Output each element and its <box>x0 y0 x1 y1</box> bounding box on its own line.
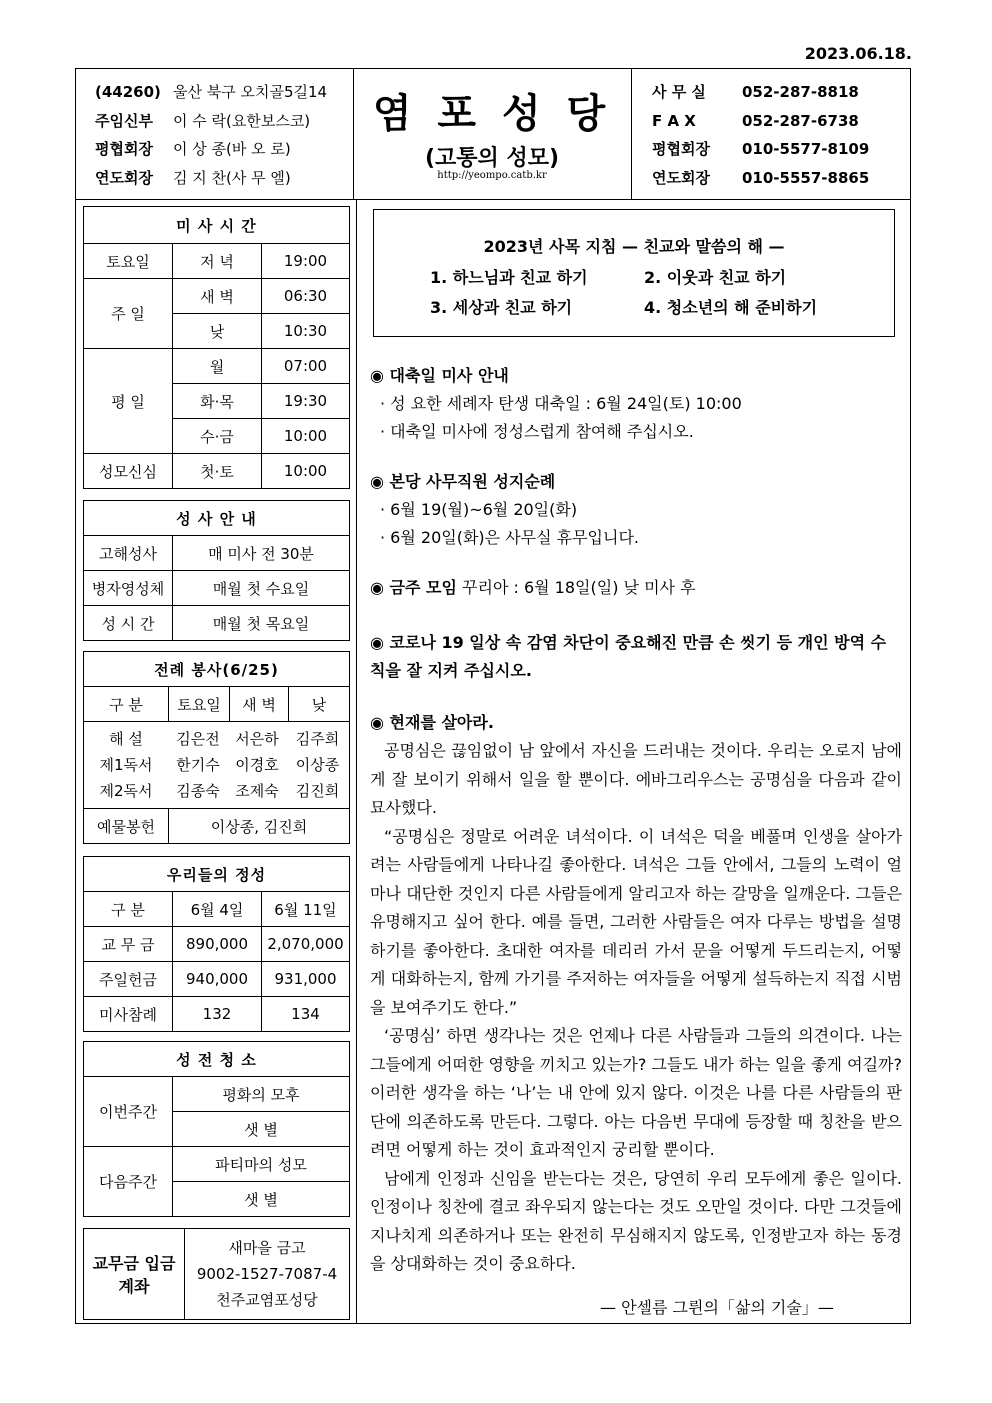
essay-paragraph: ‘공명심’ 하면 생각나는 것은 언제나 다른 사람들과 그들의 의견이다. 나는 그들에게 어떠한 영향을 끼치고 있는가? 그들도 내가 하는 일을 좋게 여길까? 이러한 생각을 하는 ‘나’는 내 안에 있지 않다. 이것은 나를 다른 사람들의 판단에 의존하도록 만든다. 그렇다. 아는 다음번 무대에 등장할 때 칭찬을 받으려면 어떻게 하는 것이 효과적인지 궁리할 뿐이다. <box>370 1026 902 1159</box>
essay-paragraph: 남에게 인정과 신임을 받는다는 것은, 당연히 우리 모두에게 좋은 일이다. 인정이나 칭찬에 결코 좌우되지 않는다는 것도 오만일 것이다. 다만 그것들에 지나치게 의존하거나 또는 완전히 무심해지지 않도록, 인정받고자 하는 동경을 상대화하는 것이 중요하다. <box>370 1168 902 1273</box>
account-label: 교무금 입금계좌 <box>84 1229 185 1320</box>
table-row: 성모신심 첫·토 10:00 <box>84 454 350 489</box>
essay-paragraph: “공명심은 정말로 어려운 녀석이다. 이 녀석은 덕을 베풀며 인생을 살아가려는 사람들에게 나타나길 좋아한다. 녀석은 그들 안에서, 그들의 노력이 얼마나 대단한 것인지 다른 사람들에게 알리고자 하는 갈망을 일깨운다. 그들은 유명해지고 싶어 한다. 예를 들면, 그러한 사람들은 여자 다루는 방법을 설명하기를 좋아한다. 초대한 여자를 데리러 가서 문을 어떻게 두드리는지, 어떻게 대화하는지, 함께 가기를 주저하는 여자들을 어떻게 설득하는지 직접 시범을 보여주기도 한다.” <box>370 826 902 1017</box>
table-row: 평 일 월 07:00 <box>84 349 350 384</box>
essay-body <box>370 737 902 1279</box>
bank-name: 새마을 금고 <box>228 1239 306 1257</box>
table-row: 성 시 간 매월 첫 목요일 <box>84 606 350 641</box>
council-phone: 평협회장 010-5577-8109 <box>652 140 870 158</box>
cleaning-title: 성 전 청 소 <box>84 1042 350 1077</box>
fax-number: F A X 052-287-6738 <box>652 111 859 130</box>
meeting-heading: ◉ 금주 모임 <box>370 578 457 597</box>
liturgy-service-table <box>83 651 350 844</box>
header-contacts-right <box>652 78 869 192</box>
pilgrimage-section <box>370 468 639 552</box>
header-contacts-left <box>95 78 327 192</box>
meeting-text: 꾸리아 : 6월 18일(일) 낮 미사 후 <box>462 578 696 597</box>
church-url[interactable]: http://yeompo.catb.kr <box>437 170 547 181</box>
corona-notice: ◉ 코로나 19 일상 속 감염 차단이 중요해진 만큼 손 씻기 등 개인 방역 수칙을 잘 지켜 주십시오. <box>370 633 887 680</box>
table-row: 미사참례 132 134 <box>84 997 350 1032</box>
table-row: 구 분 6월 4일 6월 11일 <box>84 892 350 927</box>
table-row: 수·금 10:00 <box>84 419 350 454</box>
church-patron: (고통의 성모) <box>424 146 560 171</box>
address-line: (44260) 울산 북구 오치골5길14 <box>95 83 328 101</box>
essay-heading: ◉ 현재를 살아라. <box>370 713 494 732</box>
table-row: 구 분 토요일 새 벽 낮 <box>84 687 350 722</box>
church-name: 염 포 성 당 <box>372 91 612 137</box>
office-phone: 사 무 실 052-287-8818 <box>652 83 859 101</box>
table-row: 낮 10:30 <box>84 314 350 349</box>
cleaning-table <box>83 1041 350 1217</box>
sacrament-title: 성 사 안 내 <box>84 501 350 536</box>
table-row: 주일헌금 940,000 931,000 <box>84 962 350 997</box>
feast-mass-heading: ◉ 대축일 미사 안내 <box>370 366 509 385</box>
pastoral-guideline-box <box>373 209 895 337</box>
essay-paragraph: 공명심은 끊임없이 남 앞에서 자신을 드러내는 것이다. 우리는 오로지 남에게 잘 보이기 위해서 일을 할 뿐이다. 에바그리우스는 공명심을 다음과 같이 묘사했다. <box>370 741 902 817</box>
feast-mass-section <box>370 362 742 446</box>
header-divider-right <box>631 68 632 199</box>
offering-table <box>83 856 350 1032</box>
feast-mass-item: · 성 요한 세례자 탄생 대축일 : 6월 24일(토) 10:00 <box>380 394 742 413</box>
account-holder: 천주교염포성당 <box>216 1291 318 1309</box>
guideline-item: 3. 세상과 친교 하기 <box>430 298 573 317</box>
sacrament-table <box>83 500 350 641</box>
meeting-section <box>370 574 696 602</box>
pastor-line: 주임신부 이 수 락(요한보스코) <box>95 111 311 130</box>
bulletin-date: 2023.06.18. <box>804 44 912 63</box>
council-president-line: 평협회장 이 상 종(바 오 로) <box>95 140 291 158</box>
essay-source: — 안셀름 그륀의「삶의 기술」— <box>600 1298 834 1317</box>
table-row: 샛 별 <box>84 1182 350 1217</box>
offering-title: 우리들의 정성 <box>84 857 350 892</box>
table-row: 화·목 19:30 <box>84 384 350 419</box>
guideline-title: 2023년 사목 지침 — 친교와 말씀의 해 — <box>483 237 785 256</box>
table-row: 해 설 김은전 서은하 김주희 <box>109 729 340 748</box>
mass-times-table <box>83 206 350 489</box>
table-row: 고해성사 매 미사 전 30분 <box>84 536 350 571</box>
account-number: 9002-1527-7087-4 <box>196 1265 338 1283</box>
prayer-phone: 연도회장 010-5557-8865 <box>652 168 870 187</box>
feast-mass-item: · 대축일 미사에 정성스럽게 참여해 주십시오. <box>380 422 694 441</box>
liturgy-readers <box>84 726 349 804</box>
table-row: 제1독서 한기수 이경호 이상종 <box>99 755 340 774</box>
table-row: 제2독서 김종숙 조제숙 김진희 <box>99 781 340 800</box>
liturgy-title: 전례 봉사(6/25) <box>84 652 350 687</box>
table-row: 샛 별 <box>84 1112 350 1147</box>
account-table <box>83 1228 350 1320</box>
guideline-item: 2. 이웃과 친교 하기 <box>644 268 787 287</box>
table-row: 주 일 새 벽 06:30 <box>84 279 350 314</box>
pilgrimage-heading: ◉ 본당 사무직원 성지순례 <box>370 472 556 491</box>
pilgrimage-item: · 6월 19(월)~6월 20일(화) <box>380 500 578 519</box>
table-row: 교 무 금 890,000 2,070,000 <box>84 927 350 962</box>
table-row: 이번주간 평화의 모후 <box>84 1077 350 1112</box>
table-row: 토요일 저 녁 19:00 <box>84 244 350 279</box>
table-row: 다음주간 파티마의 성모 <box>84 1147 350 1182</box>
table-row <box>84 1229 350 1320</box>
table-row: 병자영성체 매월 첫 수요일 <box>84 571 350 606</box>
guideline-item: 4. 청소년의 해 준비하기 <box>644 298 818 317</box>
pilgrimage-item: · 6월 20일(화)은 사무실 휴무입니다. <box>380 528 640 547</box>
table-row: 예물봉헌 이상종, 김진희 <box>84 809 350 844</box>
column-divider <box>356 199 357 1324</box>
mass-times-title: 미 사 시 간 <box>84 207 350 244</box>
guideline-item: 1. 하느님과 친교 하기 <box>430 268 588 287</box>
prayer-president-line: 연도회장 김 지 찬(사 무 엘) <box>95 168 291 187</box>
header-divider <box>75 199 911 200</box>
